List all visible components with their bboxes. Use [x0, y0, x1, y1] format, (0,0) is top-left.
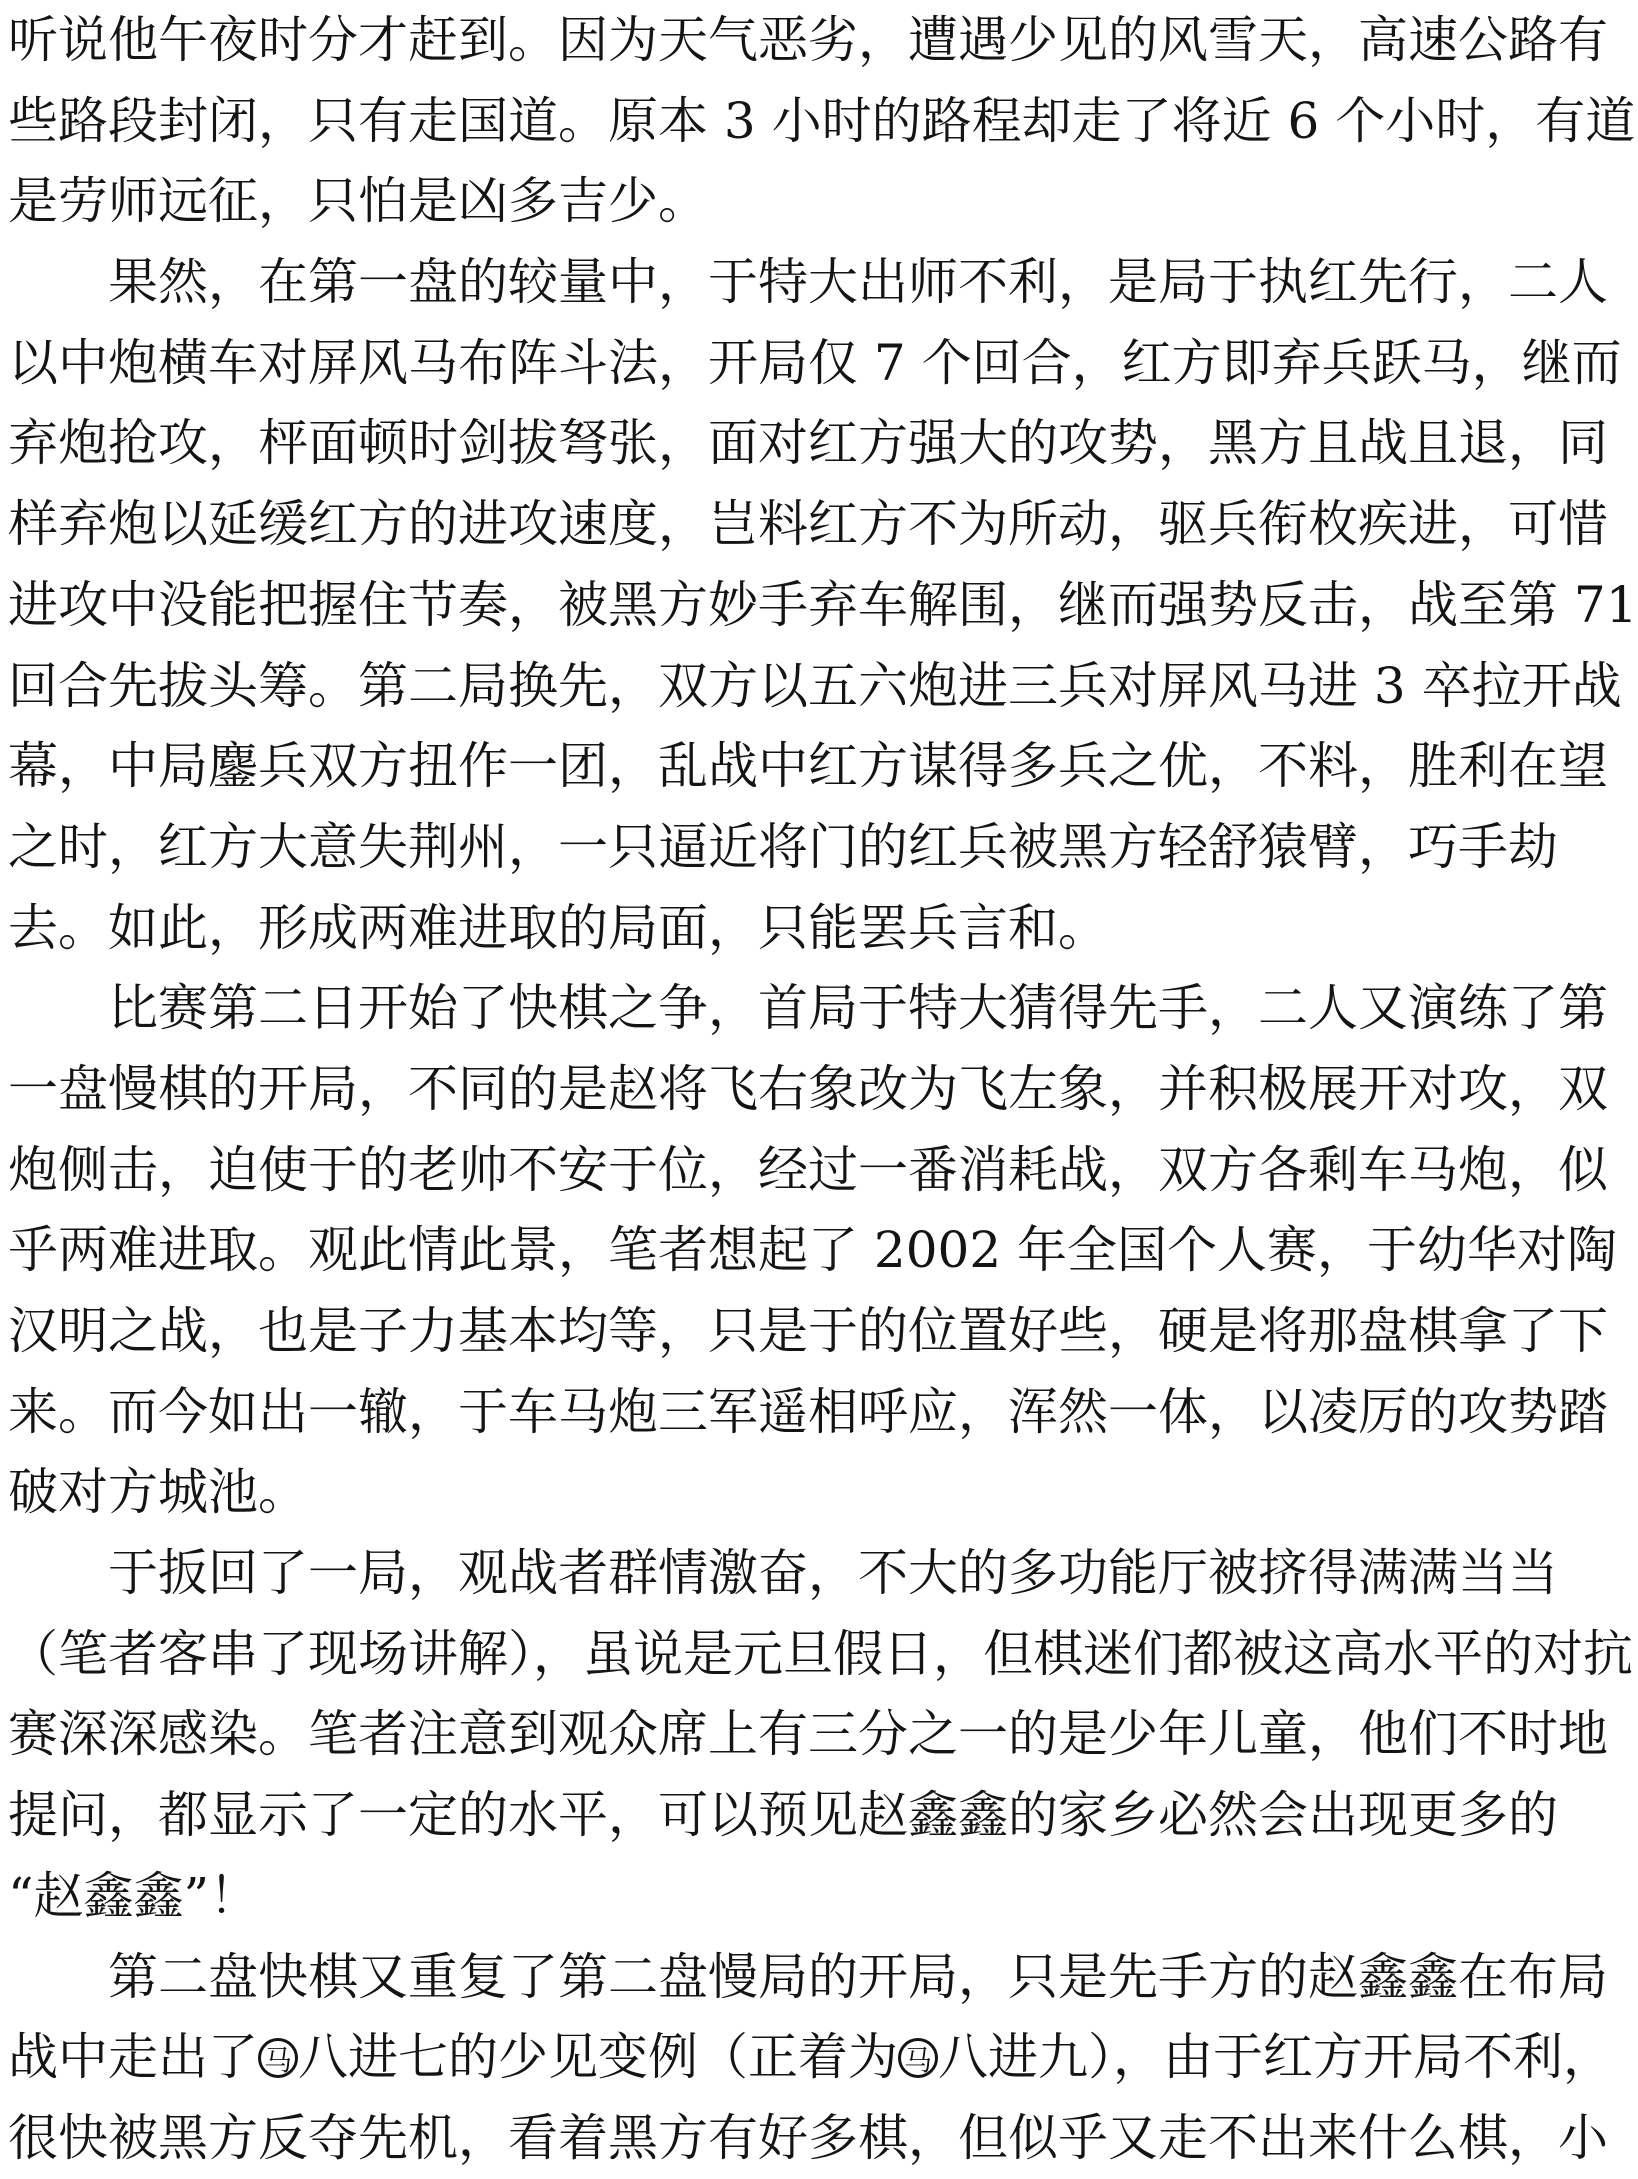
horse-piece-icon: 马 — [258, 2038, 298, 2078]
text-line-with-pieces — [8, 2017, 1613, 2098]
text-fragment: 战中走出了 — [8, 2028, 258, 2087]
text-line: “赵鑫鑫”！ — [8, 1866, 260, 1925]
text-line: 破对方城池。 — [8, 1463, 308, 1522]
text-fragment: 八进七的少见变例（正着为 — [298, 2028, 898, 2087]
article-body — [8, 0, 1638, 2179]
text-line: 很快被黑方反夺先机，看着黑方有好多棋，但似乎又走不出来什么棋，小 — [8, 2108, 1608, 2167]
text-line: 以中炮横车对屏风马布阵斗法，开局仅 7 个回合，红方即弃兵跃马，继而 — [8, 333, 1622, 392]
text-line: 听说他午夜时分才赶到。因为天气恶劣，遭遇少见的风雪天，高速公路有 — [8, 11, 1608, 69]
text-line: 来。而今如出一辙，于车马炮三军遥相呼应，浑然一体，以凌厉的攻势踏 — [8, 1382, 1608, 1441]
paragraph-first-line: 果然，在第一盘的较量中，于特大出师不利，是局于执红先行，二人 — [108, 253, 1608, 312]
text-line: 汉明之战，也是子力基本均等，只是于的位置好些，硬是将那盘棋拿了下 — [8, 1302, 1608, 1360]
text-line: 之时，红方大意失荆州，一只逼近将门的红兵被黑方轻舒猿臂，巧手劫 — [8, 817, 1558, 876]
paragraph-first-line: 于扳回了一局，观战者群情激奋，不大的多功能厅被挤得满满当当 — [108, 1544, 1558, 1603]
text-line: 弃炮抢攻，枰面顿时剑拔弩张，面对红方强大的攻势，黑方且战且退，同 — [8, 414, 1608, 473]
horse-piece-icon: 马 — [898, 2038, 938, 2078]
text-line: 炮侧击，迫使于的老帅不安于位，经过一番消耗战，双方各剩车马炮，似 — [8, 1140, 1608, 1199]
text-line: 进攻中没能把握住节奏，被黑方妙手弃车解围，继而强势反击，战至第 71 — [8, 575, 1638, 634]
text-line: （笔者客串了现场讲解），虽说是元旦假日，但棋迷们都被这高水平的对抗 — [8, 1624, 1633, 1683]
paragraph-first-line: 第二盘快棋又重复了第二盘慢局的开局，只是先手方的赵鑫鑫在布局 — [108, 1947, 1608, 2006]
text-line: 回合先拔头筹。第二局换先，双方以五六炮进三兵对屏风马进 3 卒拉开战 — [8, 656, 1622, 715]
text-line: 一盘慢棋的开局，不同的是赵将飞右象改为飞左象，并积极展开对攻，双 — [8, 1059, 1608, 1118]
text-line: 些路段封闭，只有走国道。原本 3 小时的路程却走了将近 6 个小时，有道 — [8, 91, 1636, 150]
text-line: 样弃炮以延缓红方的进攻速度，岂料红方不为所动，驱兵衔枚疾进，可惜 — [8, 495, 1608, 554]
text-line: 是劳师远征，只怕是凶多吉少。 — [8, 172, 708, 231]
text-line: 乎两难进取。观此情此景，笔者想起了 2002 年全国个人赛，于幼华对陶 — [8, 1221, 1618, 1280]
text-line: 幕，中局鏖兵双方扭作一团，乱战中红方谋得多兵之优，不料，胜利在望 — [8, 737, 1608, 796]
paragraph-first-line: 比赛第二日开始了快棋之争，首局于特大猜得先手，二人又演练了第 — [108, 979, 1608, 1038]
text-line: 赛深深感染。笔者注意到观众席上有三分之一的是少年儿童，他们不时地 — [8, 1705, 1608, 1764]
text-fragment: 八进九），由于红方开局不利， — [938, 2028, 1613, 2087]
text-line: 去。如此，形成两难进取的局面，只能罢兵言和。 — [8, 898, 1108, 957]
text-line: 提问，都显示了一定的水平，可以预见赵鑫鑫的家乡必然会出现更多的 — [8, 1786, 1558, 1845]
